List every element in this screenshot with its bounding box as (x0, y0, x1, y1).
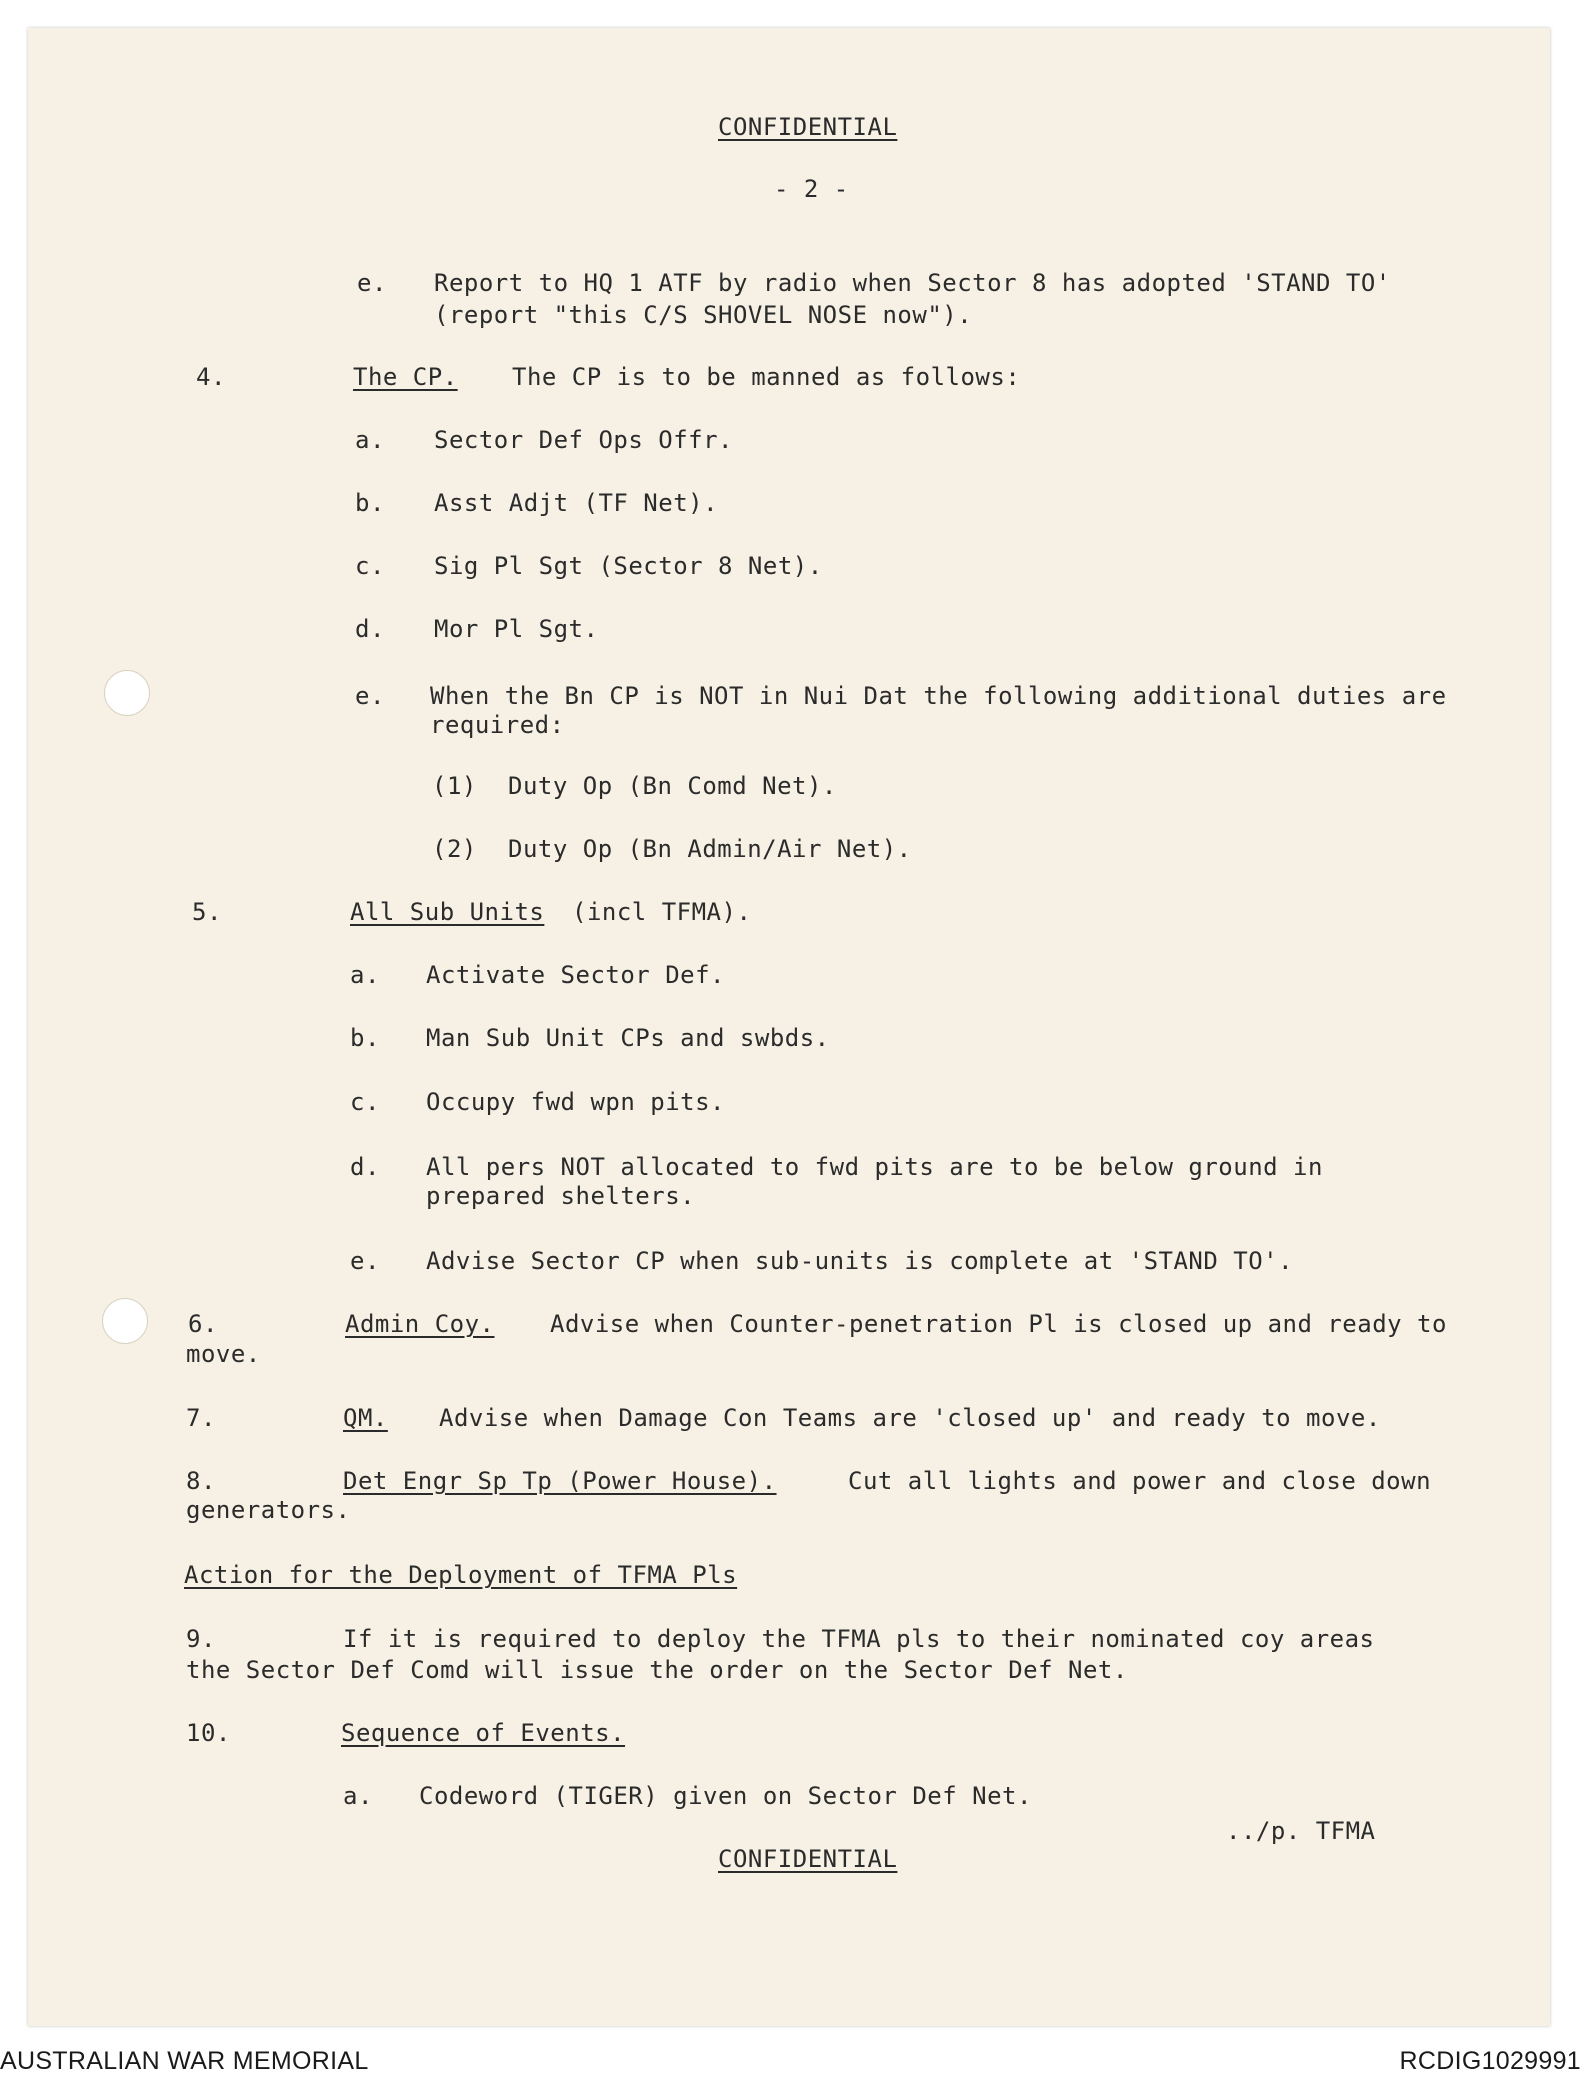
para-5-number: 5. (192, 898, 222, 926)
para-9-text-line2: the Sector Def Comd will issue the order on the Sector Def Net. (186, 1656, 1128, 1684)
para-9-number: 9. (186, 1625, 216, 1653)
para-5a-text: Activate Sector Def. (426, 961, 725, 989)
para-5c-text: Occupy fwd wpn pits. (426, 1088, 725, 1116)
para-7-text: Advise when Damage Con Teams are 'closed up' and ready to move. (439, 1404, 1381, 1432)
para-9-text: If it is required to deploy the TFMA pls to their nominated coy areas (343, 1625, 1375, 1653)
para-4-text: The CP is to be manned as follows: (512, 363, 1021, 391)
para-5d-text-line2: prepared shelters. (426, 1182, 696, 1210)
para-5b-label: b. (350, 1024, 380, 1052)
para-5c-label: c. (350, 1088, 380, 1116)
para-4c-text: Sig Pl Sgt (Sector 8 Net). (434, 552, 823, 580)
para-4e-label: e. (355, 682, 385, 710)
section-heading: Action for the Deployment of TFMA Pls (184, 1561, 738, 1589)
punch-hole-lower (102, 1298, 148, 1344)
para-4a-text: Sector Def Ops Offr. (434, 426, 733, 454)
para-8-heading: Det Engr Sp Tp (Power House). (343, 1467, 777, 1495)
para-5e-label: e. (350, 1247, 380, 1275)
para-5a-label: a. (350, 961, 380, 989)
para-6-number: 6. (188, 1310, 218, 1338)
para-5b-text: Man Sub Unit CPs and swbds. (426, 1024, 830, 1052)
archive-reference: RCDIG1029991 (1399, 2047, 1581, 2075)
para-5d-text-line1: All pers NOT allocated to fwd pits are to be below ground in (426, 1153, 1323, 1181)
para-4c-label: c. (355, 552, 385, 580)
para-4e1-label: (1) (432, 772, 477, 800)
classification-header: CONFIDENTIAL (718, 113, 898, 141)
classification-footer: CONFIDENTIAL (718, 1845, 898, 1873)
para-10a-label: a. (343, 1782, 373, 1810)
para-8-number: 8. (186, 1467, 216, 1495)
para-5e-text: Advise Sector CP when sub-units is complete at 'STAND TO'. (426, 1247, 1294, 1275)
para-4e-text-line2: required: (430, 711, 565, 739)
item-e-label: e. (357, 269, 387, 297)
para-6-text: Advise when Counter-penetration Pl is closed up and ready to (550, 1310, 1447, 1338)
para-10-number: 10. (186, 1719, 231, 1747)
para-10a-text: Codeword (TIGER) given on Sector Def Net. (419, 1782, 1032, 1810)
para-6-text-line2: move. (186, 1340, 261, 1368)
para-7-heading: QM. (343, 1404, 388, 1432)
para-4e1-text: Duty Op (Bn Comd Net). (508, 772, 837, 800)
page-number: - 2 - (774, 175, 849, 203)
para-4b-text: Asst Adjt (TF Net). (434, 489, 719, 517)
para-4e2-label: (2) (432, 835, 477, 863)
para-4d-text: Mor Pl Sgt. (434, 615, 599, 643)
para-10-heading: Sequence of Events. (341, 1719, 626, 1747)
item-e-text-line1: Report to HQ 1 ATF by radio when Sector 8 has adopted 'STAND TO' (434, 269, 1391, 297)
para-5-heading: All Sub Units (350, 898, 545, 926)
para-4b-label: b. (355, 489, 385, 517)
item-e-text-line2: (report "this C/S SHOVEL NOSE now"). (434, 301, 973, 329)
para-4d-label: d. (355, 615, 385, 643)
para-5d-label: d. (350, 1153, 380, 1181)
para-7-number: 7. (186, 1404, 216, 1432)
para-4a-label: a. (355, 426, 385, 454)
punch-hole-upper (104, 670, 150, 716)
para-8-text: Cut all lights and power and close down (848, 1467, 1432, 1495)
para-8-text-line2: generators. (186, 1496, 351, 1524)
continuation-note: ../p. TFMA (1226, 1817, 1376, 1845)
para-4e2-text: Duty Op (Bn Admin/Air Net). (508, 835, 912, 863)
archive-institution: AUSTRALIAN WAR MEMORIAL (0, 2047, 369, 2075)
para-4-number: 4. (196, 363, 226, 391)
para-4-heading: The CP. (353, 363, 458, 391)
para-4e-text-line1: When the Bn CP is NOT in Nui Dat the following additional duties are (430, 682, 1447, 710)
para-5-text: (incl TFMA). (572, 898, 752, 926)
para-6-heading: Admin Coy. (345, 1310, 495, 1338)
